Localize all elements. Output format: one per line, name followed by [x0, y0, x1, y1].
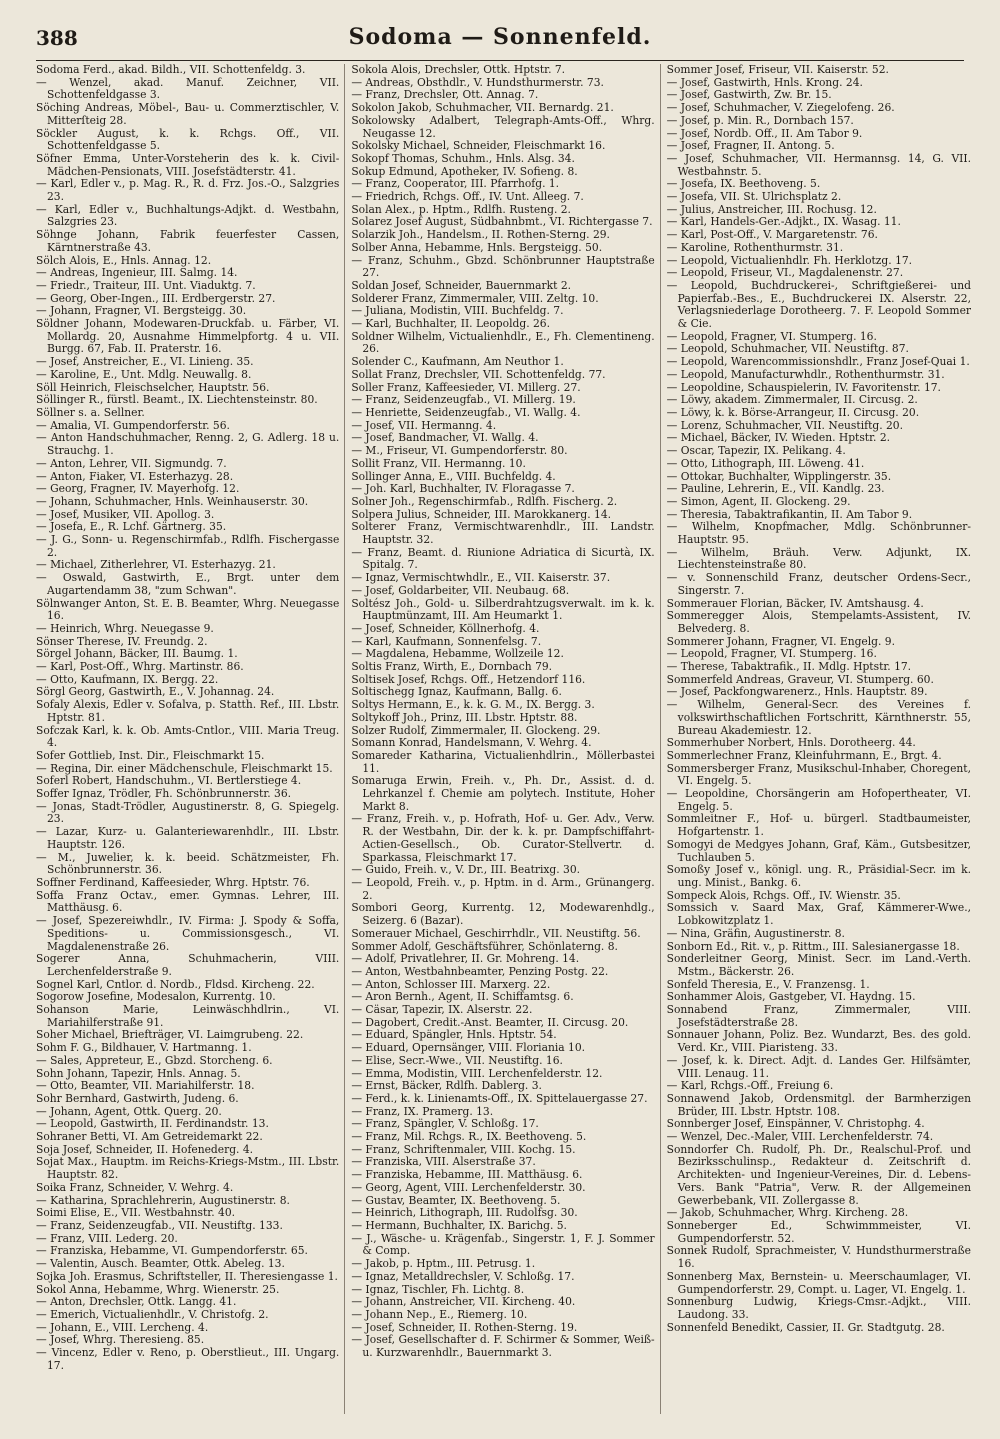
directory-entry: Sodoma Ferd., akad. Bildh., VII. Schottenfeldg. 3. [36, 64, 306, 76]
directory-entry: Sollinger Anna, E., VIII. Buchfeldg. 4. [351, 469, 556, 483]
directory-entry: Sommerauer Florian, Bäcker, IV. Amtshausg. 4. [666, 596, 924, 610]
directory-entry: — Henriette, Seidenzeugfab., VI. Wallg. 4. [351, 405, 581, 419]
directory-entry: — Leopold, Victualienhdlr. Fh. Herklotzg. 17. [666, 253, 913, 267]
directory-entry: — Nina, Gräfin, Augustinerstr. 8. [666, 926, 845, 940]
directory-entry: — Magdalena, Hebamme, Wollzeile 12. [351, 647, 564, 661]
directory-entry: — Franz, Drechsler, Ott. Annag. 7. [351, 88, 539, 102]
directory-entry: — Karl, Post-Off., Whrg. Martinstr. 86. [36, 660, 244, 674]
directory-entry: — Franz, Freih. v., p. Hofrath, Hof- u. Ger. Adv., Verw. R. der Westbahn, Dir. der k. k. pr. Dampfschiffahrt-Actien-Gesellsch., Ob. Curator-Stellvertr. d. Sparkassa, Fleischmarkt 17. [351, 812, 655, 864]
directory-entry: Sonnenburg Ludwig, Kriegs-Cmsr.-Adjkt., VIII. Laudong. 33. [666, 1295, 971, 1321]
directory-entry: Sonfeld Theresia, E., V. Franzensg. 1. [666, 977, 870, 991]
directory-entry: — Jakob, Schuhmacher, Whrg. Kircheng. 28. [666, 1206, 909, 1220]
directory-entry: Sofer Gottlieb, Inst. Dir., Fleischmarkt 15. [36, 748, 265, 762]
directory-entry: — Aron Bernh., Agent, II. Schiffamtsg. 6. [351, 990, 574, 1004]
directory-entry: — v. Sonnenschild Franz, deutscher Ordens-Secr., Singerstr. 7. [666, 571, 971, 597]
directory-entry: Sörgel Johann, Bäcker, III. Baumg. 1. [36, 647, 238, 661]
directory-entry: — Anton, Westbahnbeamter, Penzing Postg. 22. [351, 964, 609, 978]
directory-entry: — Josefa, IX. Beethoveng. 5. [666, 177, 821, 191]
directory-entry: Söllner s. a. Sellner. [36, 405, 145, 419]
directory-entry: — Lorenz, Schuhmacher, VII. Neustiftg. 20. [666, 418, 903, 432]
directory-entry: — Josef, Whrg. Theresieng. 85. [36, 1333, 205, 1347]
directory-entry: — Karl, Buchhalter, II. Leopoldg. 26. [351, 317, 550, 331]
page-header [36, 24, 964, 61]
directory-entry: Solender C., Kaufmann, Am Neuthor 1. [351, 355, 564, 369]
directory-entry: — Franz, VIII. Lederg. 20. [36, 1231, 178, 1245]
directory-entry: Sonborn Ed., Rit. v., p. Rittm., III. Salesianergasse 18. [666, 939, 960, 953]
directory-entry: — Josefa, VII. St. Ulrichsplatz 2. [666, 190, 842, 204]
directory-entry: — Therese, Tabaktrafik., II. Mdlg. Hptstr. 17. [666, 660, 912, 674]
directory-entry: — Friedrich, Rchgs. Off., IV. Unt. Alleeg. 7. [351, 190, 584, 204]
directory-entry: Somssich v. Saard Max, Graf, Kämmerer-Wwe., Lobkowitzplatz 1. [666, 901, 971, 928]
directory-entry: Söll Heinrich, Fleischselcher, Hauptstr. 56. [36, 380, 270, 394]
directory-entry: Soldan Josef, Schneider, Bauernmarkt 2. [351, 278, 572, 292]
directory-entry: Sommer Adolf, Geschäftsführer, Schönlaterng. 8. [351, 939, 618, 953]
directory-entry: Sonnberger Josef, Einspänner, V. Christophg. 4. [666, 1117, 925, 1131]
directory-entry: Soika Franz, Schneider, V. Wehrg. 4. [36, 1180, 234, 1194]
directory-entry: — Josef, Fragner, II. Antong. 5. [666, 139, 835, 153]
directory-entry: — Franz, Schuhm., Gbzd. Schönbrunner Hauptstraße 27. [351, 253, 655, 280]
directory-entry: Sokol Anna, Hebamme, Whrg. Wienerstr. 25. [36, 1282, 280, 1296]
directory-entry: — Jonas, Stadt-Trödler, Augustinerstr. 8, G. Spiegelg. 23. [36, 799, 340, 826]
directory-entry: — Valentin, Ausch. Beamter, Ottk. Abeleg. 13. [36, 1257, 285, 1271]
directory-entry: Sollat Franz, Drechsler, VII. Schottenfeldg. 77. [351, 367, 606, 381]
directory-entry: — Leopold, Gastwirth, II. Ferdinandstr. 13. [36, 1117, 269, 1131]
directory-entry: Soltisek Josef, Rchgs. Off., Hetzendorf 116. [351, 672, 586, 686]
directory-entry: — Andreas, Ingenieur, III. Salmg. 14. [36, 266, 238, 280]
directory-entry: — J., Wäsche- u. Krägenfab., Singerstr. 1, F. J. Sommer & Comp. [351, 1231, 655, 1258]
directory-entry: — Franz, Schriftenmaler, VIII. Kochg. 15. [351, 1142, 576, 1156]
directory-entry: — Josef, Gastwirth, Zw. Br. 15. [666, 88, 832, 102]
directory-entry: Sommeregger Alois, Stempelamts-Assistent, IV. Belvederg. 8. [666, 609, 971, 635]
directory-entry: — Anton, Drechsler, Ottk. Langg. 41. [36, 1295, 237, 1309]
directory-entry: — Lazar, Kurz- u. Galanteriewarenhdlr., III. Lbstr. Hauptstr. 126. [36, 825, 340, 851]
directory-entry: Sonhammer Alois, Gastgeber, VI. Haydng. 15. [666, 990, 916, 1004]
directory-entry: — Anton, Lehrer, VII. Sigmundg. 7. [36, 456, 227, 470]
directory-entry: — Katharina, Sprachlehrerin, Augustinerstr. 8. [36, 1193, 290, 1207]
directory-entry: Solzer Rudolf, Zimmermaler, II. Glockeng. 29. [351, 723, 601, 737]
directory-entry: Solner Joh., Regenschirmfab., Rdlfh. Fischerg. 2. [351, 494, 618, 508]
directory-entry: Somann Konrad, Handelsmann, V. Wehrg. 4. [351, 736, 592, 750]
directory-entry: — Pauline, Lehrerin, E., VII. Kandlg. 23. [666, 482, 885, 496]
directory-entry: Soltész Joh., Gold- u. Silberdrahtzugsverwalt. im k. k. Hauptmünzamt, III. Am Heumarkt 1. [351, 596, 655, 623]
directory-entry: — Franz, Mil. Rchgs. R., IX. Beethoveng. 5. [351, 1130, 587, 1144]
directory-entry: — Karl, Rchgs.-Off., Freiung 6. [666, 1079, 834, 1093]
directory-entry: — Josef, Nordb. Off., II. Am Tabor 9. [666, 126, 863, 140]
directory-entry: — Amalia, VI. Gumpendorferstr. 56. [36, 418, 230, 432]
directory-entry: — Josef, VII. Hermanng. 4. [351, 418, 497, 432]
directory-entry: — Wenzel, Dec.-Maler, VIII. Lerchenfelderstr. 74. [666, 1130, 934, 1144]
directory-entry: Sonnawend Jakob, Ordensmitgl. der Barmherzigen Brüder, III. Lbstr. Hptstr. 108. [666, 1091, 971, 1118]
directory-entry: Solpera Julius, Schneider, III. Marokkanerg. 14. [351, 507, 612, 521]
directory-entry: Somogyi de Medgyes Johann, Graf, Käm., Gutsbesitzer, Tuchlauben 5. [666, 837, 971, 864]
directory-entry: Sohr Bernhard, Gastwirth, Judeng. 6. [36, 1091, 239, 1105]
directory-entry: — Leopold, Manufacturwhdlr., Rothenthurmstr. 31. [666, 367, 945, 381]
directory-entry: Söching Andreas, Möbel-, Bau- u. Commerztischler, V. Mitterſteig 28. [36, 101, 340, 127]
directory-entry: Somareder Katharina, Victualienhdlrin., Möllerbastei 11. [351, 748, 655, 775]
directory-entry: — Josef, Schneider, Köllnerhofg. 4. [351, 621, 540, 635]
directory-entry: Söhnge Johann, Fabrik feuerfester Cassen, Kärntnerstraße 43. [36, 228, 340, 254]
directory-entry: — Johann, Fragner, VI. Bergsteigg. 30. [36, 304, 247, 318]
directory-entry: Somerauer Michael, Geschirrhdlr., VII. Neustiftg. 56. [351, 926, 641, 940]
directory-entry: — Wenzel, akad. Manuf. Zeichner, VII. Schottenfeldgasse 3. [36, 75, 340, 102]
directory-entry: Sölnwanger Anton, St. E. B. Beamter, Whrg. Neuegasse 16. [36, 596, 340, 623]
directory-entry: — Ottokar, Buchhalter, Wipplingerstr. 35. [666, 469, 892, 483]
directory-entry: — Johann, Anstreicher, VII. Kircheng. 40. [351, 1295, 576, 1309]
directory-entry: Sonnauer Johann, Poliz. Bez. Wundarzt, Bes. des gold. Verd. Kr., VIII. Piaristeng. 33. [666, 1028, 971, 1055]
directory-entry: — Karl, Edler v., Buchhaltungs-Adjkt. d. Westbahn, Salzgries 23. [36, 202, 340, 229]
directory-entry: Sommerlechner Franz, Kleinfuhrmann, E., Brgt. 4. [666, 748, 942, 762]
directory-entry: — Otto, Beamter, VII. Mariahilferstr. 18. [36, 1079, 255, 1093]
directory-entry: — Josef, Spezereiwhdlr., IV. Firma: J. Spody & Soffa, Speditions- u. Commissionsgesch., VI. Magdalenenstraße 26. [36, 914, 340, 953]
column-left [36, 64, 345, 1414]
directory-entry: Sonndorfer Ch. Rudolf, Ph. Dr., Realschul-Prof. und Bezirksschulinsp., Redakteur d. Zeitschrift d. Architekten- und Ingenieur-Vereines, Dir. d. Lebens-Vers. Bank "Patria", Verw. R. der Allgemeinen Gewerbebank, VII. Zollergasse 8. [666, 1142, 971, 1207]
directory-entry: Somoßy Josef v., königl. ung. R., Präsidial-Secr. im k. ung. Minist., Bankg. 6. [666, 863, 971, 889]
directory-entry: — Ferd., k. k. Linienamts-Off., IX. Spittelauergasse 27. [351, 1091, 648, 1105]
directory-entry: Sonderleitner Georg, Minist. Secr. im Land.-Verth. Mstm., Bäckerstr. 26. [666, 952, 971, 978]
directory-entry: Sonneberger Ed., Schwimmmeister, VI. Gumpendorferstr. 52. [666, 1218, 971, 1245]
directory-entry: — Josefa, E., R. Lchf. Gärtnerg. 35. [36, 520, 227, 534]
directory-entry: Sojka Joh. Erasmus, Schriftsteller, II. Theresiengasse 1. [36, 1269, 338, 1283]
directory-entry: — Eduard, Spängler, Hnls. Hptstr. 54. [351, 1028, 557, 1042]
directory-entry: — Franz, Seidenzeugfab., VI. Millerg. 19. [351, 393, 576, 407]
directory-entry: Sonnenfeld Benedikt, Cassier, II. Gr. Stadtgutg. 28. [666, 1320, 945, 1334]
directory-entry: — Anton, Fiaker, VI. Esterhazyg. 28. [36, 469, 234, 483]
directory-entry: — Michael, Zitherlehrer, VI. Esterhazyg. 21. [36, 558, 276, 572]
directory-entry: — Leopold, Friseur, VI., Magdalenenstr. 27. [666, 266, 904, 280]
directory-entry: Sogorow Josefine, Modesalon, Kurrentg. 10. [36, 990, 276, 1004]
directory-entry: Sojat Max., Hauptm. im Reichs-Kriegs-Mstm., III. Lbstr. Hauptstr. 82. [36, 1155, 340, 1182]
directory-entry: — Josef, Schuhmacher, VII. Hermannsg. 14, G. VII. Westbahnstr. 5. [666, 151, 971, 178]
directory-entry: Sommerer Johann, Fragner, VI. Engelg. 9. [666, 634, 895, 648]
directory-entry: — Ignaz, Vermischtwhdlr., E., VII. Kaiserstr. 37. [351, 571, 611, 585]
directory-entry: Soldner Wilhelm, Victualienhdlr., E., Fh. Clementineng. 26. [351, 329, 655, 356]
directory-entry: — Karl, Post-Off., V. Margaretenstr. 76. [666, 228, 878, 242]
directory-entry: Sofczak Karl, k. k. Ob. Amts-Cntlor., VIII. Maria Treug. 4. [36, 723, 340, 750]
directory-entry: Soher Michael, Briefträger, VI. Laimgrubeng. 22. [36, 1028, 304, 1042]
directory-entry: — Josef, Schneider, II. Rothen-Sterng. 19. [351, 1320, 578, 1334]
directory-entry: — Franz, Cooperator, III. Pfarrhofg. 1. [351, 177, 560, 191]
directory-entry: — Josef, Goldarbeiter, VII. Neubaug. 68. [351, 583, 570, 597]
directory-entry: — Cäsar, Tapezir, IX. Alserstr. 22. [351, 1003, 533, 1017]
column-middle [351, 64, 660, 1414]
directory-entry: — Leopold, Fragner, VI. Stumperg. 16. [666, 329, 877, 343]
directory-entry: — Guido, Freih. v., V. Dr., III. Beatrixg. 30. [351, 863, 581, 877]
directory-entry: Soller Franz, Kaffeesieder, VI. Millerg. 27. [351, 380, 581, 394]
directory-entry: — Julius, Anstreicher, III. Rochusg. 12. [666, 202, 877, 216]
directory-entry: — Elise, Secr.-Wwe., VII. Neustiftg. 16. [351, 1053, 563, 1067]
directory-entry: — Franziska, Hebamme, VI. Gumpendorferstr. 65. [36, 1244, 308, 1258]
directory-entry: — Josef, Gastwirth, Hnls. Krong. 24. [666, 75, 863, 89]
directory-entry: Soffa Franz Octav., emer. Gymnas. Lehrer, III. Matthäusg. 6. [36, 888, 340, 915]
directory-entry: Sommer Josef, Friseur, VII. Kaiserstr. 52. [666, 64, 889, 76]
directory-entry: — Leopold, Freih. v., p. Hptm. in d. Arm., Grünangerg. 2. [351, 876, 655, 902]
directory-entry: — Oswald, Gastwirth, E., Brgt. unter dem Augartendamm 38, "zum Schwan". [36, 571, 340, 597]
directory-entry: — Eduard, Opernsänger, VIII. Floriania 10. [351, 1041, 586, 1055]
directory-entry: — Simon, Agent, II. Glockeng. 29. [666, 494, 851, 508]
directory-entry: — Georg, Fragner, IV. Mayerhofg. 12. [36, 482, 240, 496]
directory-entry: — Jakob, p. Hptm., III. Petrusg. 1. [351, 1257, 536, 1271]
directory-entry: Sonnek Rudolf, Sprachmeister, V. Hundsthurmerstraße 16. [666, 1244, 971, 1271]
directory-entry: — M., Juwelier, k. k. beeid. Schätzmeister, Fh. Schönbrunnerstr. 36. [36, 850, 340, 877]
directory-entry: Sonnabend Franz, Zimmermaler, VIII. Josefstädterstraße 28. [666, 1003, 971, 1029]
directory-entry: — Juliana, Modistin, VIII. Buchfeldg. 7. [351, 304, 564, 318]
directory-entry: — Dagobert, Credit.-Anst. Beamter, II. Circusg. 20. [351, 1015, 629, 1029]
directory-entry: Soffer Ignaz, Trödler, Fh. Schönbrunnerstr. 36. [36, 787, 292, 801]
directory-entry: — Leopoldine, Schauspielerin, IV. Favoritenstr. 17. [666, 380, 941, 394]
directory-entry: Soffner Ferdinand, Kaffeesieder, Whrg. Hptstr. 76. [36, 876, 310, 889]
directory-entry: — Franz, Spängler, V. Schloßg. 17. [351, 1117, 539, 1131]
directory-entry: — Otto, Lithograph, III. Löweng. 41. [666, 456, 865, 470]
directory-entry: Sognel Karl, Cntlor. d. Nordb., Fldsd. Kircheng. 22. [36, 977, 315, 991]
directory-entry: Solterer Franz, Vermischtwarenhdlr., III. Landstr. Hauptstr. 32. [351, 520, 655, 547]
directory-entry: — Wilhelm, General-Secr. des Vereines f. volkswirthschaftlichen Fortschritt, Kärnthnerstr. 55, Bureau Akademiestr. 12. [666, 698, 971, 737]
directory-entry: Soja Josef, Schneider, II. Hofenederg. 4. [36, 1142, 254, 1156]
directory-entry: — Josef, Schuhmacher, V. Ziegelofeng. 26. [666, 101, 895, 115]
directory-entry: — Michael, Bäcker, IV. Wieden. Hptstr. 2. [666, 431, 891, 445]
directory-entry: Sompeck Alois, Rchgs. Off., IV. Wienstr. 35. [666, 888, 901, 902]
running-title: Sodoma — Sonnenfeld. [348, 24, 652, 50]
directory-entry: Söllinger R., fürstl. Beamt., IX. Liechtensteinstr. 80. [36, 393, 318, 407]
directory-entry: — Karoline, Rothenthurmstr. 31. [666, 240, 844, 254]
directory-entry: Sokopf Thomas, Schuhm., Hnls. Alsg. 34. [351, 151, 575, 165]
directory-entry: Solan Alex., p. Hptm., Rdlfh. Rusteng. 2. [351, 202, 571, 216]
directory-entry: Soltys Hermann, E., k. k. G. M., IX. Bergg. 3. [351, 698, 595, 712]
directory-entry: — Otto, Kaufmann, IX. Bergg. 22. [36, 672, 219, 686]
directory-entry: — Georg, Agent, VIII. Lerchenfelderstr. 30. [351, 1180, 586, 1194]
directory-entry: — Joh. Karl, Buchhalter, IV. Floragasse 7. [351, 482, 575, 496]
directory-entry: Solarez Josef August, Südbahnbmt., VI. Richtergasse 7. [351, 215, 653, 229]
directory-entry: — Anton, Schlosser III. Marxerg. 22. [351, 977, 551, 991]
directory-entry: — Karl, Edler v., p. Mag. R., R. d. Frz. Jos.-O., Salzgries 23. [36, 177, 340, 204]
directory-entry: — Josef, Packfongwarenerz., Hnls. Hauptstr. 89. [666, 685, 928, 699]
directory-entry: — Johann, Schuhmacher, Hnls. Weinhauserstr. 30. [36, 494, 309, 508]
directory-entry: — Leopoldine, Chorsängerin am Hofopertheater, VI. Engelg. 5. [666, 787, 971, 813]
directory-entry: Sokolon Jakob, Schuhmacher, VII. Bernardg. 21. [351, 101, 614, 115]
directory-entry: — Johann Nep., E., Riemerg. 10. [351, 1307, 528, 1321]
directory-entry: — Andreas, Obsthdlr., V. Hundsthurmerstr. 73. [351, 75, 604, 89]
directory-entry: Sofaly Alexis, Edler v. Sofalva, p. Statth. Ref., III. Lbstr. Hptstr. 81. [36, 698, 340, 724]
directory-entry: — Karoline, E., Unt. Mdlg. Neuwallg. 8. [36, 367, 252, 381]
directory-entry: Söckler August, k. k. Rchgs. Off., VII. Schottenfeldgasse 5. [36, 126, 340, 153]
directory-entry: Solarzik Joh., Handelsm., II. Rothen-Sterng. 29. [351, 228, 610, 242]
directory-entry: Soimi Elise, E., VII. Westbahnstr. 40. [36, 1206, 236, 1220]
directory-entry: — Emerich, Victualienhdlr., V. Christofg. 2. [36, 1307, 269, 1321]
directory-entry: — Ernst, Bäcker, Rdlfh. Dablerg. 3. [351, 1079, 542, 1093]
directory-entry: — Josef, Musiker, VII. Apollog. 3. [36, 507, 215, 521]
directory-entry: — Friedr., Traiteur, III. Unt. Viaduktg. 7. [36, 278, 256, 292]
directory-entry: — Josef, k. k. Direct. Adjt. d. Landes Ger. Hilfsämter, VIII. Lenaug. 11. [666, 1053, 971, 1080]
directory-columns [36, 64, 976, 1414]
directory-entry: — Josef, Bandmacher, VI. Wallg. 4. [351, 431, 539, 445]
directory-entry: — Oscar, Tapezir, IX. Pelikang. 4. [666, 444, 846, 458]
directory-entry: Sogerer Anna, Schuhmacherin, VIII. Lerchenfelderstraße 9. [36, 952, 340, 978]
directory-entry: Soltykoff Joh., Prinz, III. Lbstr. Hptstr. 88. [351, 710, 578, 724]
directory-entry: — Franz, Seidenzeugfab., VII. Neustiftg. 133. [36, 1218, 283, 1232]
directory-entry: Solber Anna, Hebamme, Hnls. Bergsteigg. 50. [351, 240, 603, 254]
directory-entry: — Adolf, Privatlehrer, II. Gr. Mohreng. 14. [351, 952, 580, 966]
directory-entry: Soferl Robert, Handschuhm., VI. Bertlerstiege 4. [36, 774, 302, 788]
directory-entry: Söfner Emma, Unter-Vorsteherin des k. k. Civil-Mädchen-Pensionats, VIII. Josefstädterstr. 41. [36, 151, 340, 178]
directory-entry: Sollit Franz, VII. Hermanng. 10. [351, 456, 526, 470]
directory-entry: — Heinrich, Lithograph, III. Rudolfsg. 30. [351, 1206, 578, 1220]
directory-entry: Sörgl Georg, Gastwirth, E., V. Johannag. 24. [36, 685, 275, 699]
directory-entry: — Franz, Beamt. d. Riunione Adriatica di Sicurtà, IX. Spitalg. 7. [351, 545, 655, 572]
directory-entry: — Vincenz, Edler v. Reno, p. Oberstlieut., III. Ungarg. 17. [36, 1346, 340, 1372]
directory-entry: — Georg, Ober-Ingen., III. Erdbergerstr. 27. [36, 291, 276, 305]
directory-entry: — Leopold, Buchdruckerei-, Schriftgießerei- und Papierfab.-Bes., E., Buchdruckerei IX. Alserstr. 22, Verlagsniederlage Dorotheerg. 7. F. Leopold Sommer & Cie. [666, 278, 971, 331]
directory-entry: — Franziska, Hebamme, III. Matthäusg. 6. [351, 1168, 583, 1182]
directory-entry: — M., Friseur, VI. Gumpendorferstr. 80. [351, 444, 568, 458]
column-right [667, 64, 976, 1414]
page-number: 388 [36, 26, 78, 50]
directory-entry: — Sales, Appreteur, E., Gbzd. Storcheng. 6. [36, 1053, 273, 1067]
directory-entry: — Anton Handschuhmacher, Renng. 2, G. Adlerg. 18 u. Strauchg. 1. [36, 431, 340, 458]
directory-entry: — Karl, Kaufmann, Sonnenfelsg. 7. [351, 634, 542, 648]
directory-entry: Soltischegg Ignaz, Kaufmann, Ballg. 6. [351, 685, 562, 699]
directory-entry: — Johann, E., VIII. Lercheng. 4. [36, 1320, 209, 1334]
directory-entry: Sohn Johann, Tapezir, Hnls. Annag. 5. [36, 1066, 241, 1080]
directory-entry: Sombori Georg, Kurrentg. 12, Modewarenhdlg., Seizerg. 6 (Bazar). [351, 901, 655, 928]
directory-entry: Sommersberger Franz, Musikschul-Inhaber, Choregent, VI. Engelg. 5. [666, 761, 971, 788]
directory-entry: — Theresia, Tabaktrafikantin, II. Am Tabor 9. [666, 507, 913, 521]
directory-entry: Sonnenberg Max, Bernstein- u. Meerschaumlager, VI. Gumpendorferstr. 29, Compt. u. Lager, VI. Engelg. 1. [666, 1269, 971, 1296]
directory-entry: — Löwy, akadem. Zimmermaler, II. Circusg. 2. [666, 393, 918, 407]
directory-entry: Somaruga Erwin, Freih. v., Ph. Dr., Assist. d. d. Lehrkanzel f. Chemie am polytech. Institute, Hoher Markt 8. [351, 774, 655, 813]
directory-entry: Solderer Franz, Zimmermaler, VIII. Zeltg. 10. [351, 291, 599, 305]
directory-entry: — Leopold, Warencommissionshdlr., Franz Josef-Quai 1. [666, 355, 970, 369]
directory-entry: — Leopold, Schuhmacher, VII. Neustiftg. 87. [666, 342, 909, 356]
directory-entry: — Hermann, Buchhalter, IX. Barichg. 5. [351, 1218, 567, 1232]
directory-entry: Sohraner Betti, VI. Am Getreidemarkt 22. [36, 1130, 263, 1144]
directory-entry: — Gustav, Beamter, IX. Beethoveng. 5. [351, 1193, 561, 1207]
directory-entry: — Johann, Agent, Ottk. Querg. 20. [36, 1104, 222, 1118]
directory-entry: — Wilhelm, Knopfmacher, Mdlg. Schönbrunner-Hauptstr. 95. [666, 520, 971, 547]
directory-entry: Sohm F. G., Bildhauer, V. Hartmanng. 1. [36, 1041, 252, 1055]
directory-entry: Sölch Alois, E., Hnls. Annag. 12. [36, 253, 212, 267]
directory-entry: — J. G., Sonn- u. Regenschirmfab., Rdlfh. Fischergasse 2. [36, 533, 340, 559]
directory-entry: — Emma, Modistin, VIII. Lerchenfelderstr. 12. [351, 1066, 603, 1080]
directory-entry: Sokolsky Michael, Schneider, Fleischmarkt 16. [351, 139, 606, 153]
directory-entry: — Regina, Dir. einer Mädchenschule, Fleischmarkt 15. [36, 761, 333, 775]
directory-entry: — Karl, Handels-Ger.-Adjkt., IX. Wasag. 11. [666, 215, 901, 229]
directory-entry: Sommleitner F., Hof- u. bürgerl. Stadtbaumeister, Hofgartenstr. 1. [666, 812, 971, 839]
directory-entry: Soltis Franz, Wirth, E., Dornbach 79. [351, 660, 553, 674]
directory-entry: — Josef, Gesellschafter d. F. Schirmer & Sommer, Weiß- u. Kurzwarenhdlr., Bauernmarkt 3. [351, 1333, 655, 1360]
directory-entry: — Leopold, Fragner, VI. Stumperg. 16. [666, 647, 877, 661]
directory-entry: Söldner Johann, Modewaren-Druckfab. u. Färber, VI. Mollardg. 20, Ausnahme Himmelpfortg. 4 u. VII. Burgg. 67, Fab. II. Praterstr. 16. [36, 317, 340, 356]
directory-entry: Sohanson Marie, Leinwäschhdlrin., VI. Mariahilferstraße 91. [36, 1003, 340, 1029]
directory-entry: — Wilhelm, Bräuh. Verw. Adjunkt, IX. Liechtensteinstraße 80. [666, 545, 971, 572]
directory-entry: — Josef, p. Min. R., Dornbach 157. [666, 113, 854, 127]
directory-entry: Sommerhuber Norbert, Hnls. Dorotheerg. 44. [666, 736, 916, 750]
directory-entry: Sommerfeld Andreas, Graveur, VI. Stumperg. 60. [666, 672, 934, 686]
directory-entry: — Ignaz, Tischler, Fh. Lichtg. 8. [351, 1282, 525, 1296]
directory-entry: — Franziska, VIII. Alserstraße 37. [351, 1155, 536, 1169]
directory-entry: — Löwy, k. k. Börse-Arrangeur, II. Circusg. 20. [666, 405, 920, 419]
directory-entry: — Ignaz, Metalldrechsler, V. Schloßg. 17. [351, 1269, 575, 1283]
directory-entry: Sokolowsky Adalbert, Telegraph-Amts-Off., Whrg. Neugasse 12. [351, 113, 655, 140]
directory-entry: — Heinrich, Whrg. Neuegasse 9. [36, 621, 214, 635]
directory-entry: Sokola Alois, Drechsler, Ottk. Hptstr. 7. [351, 64, 566, 76]
directory-entry: Sokup Edmund, Apotheker, IV. Sofieng. 8. [351, 164, 578, 178]
directory-entry: Sönser Therese, IV. Freundg. 2. [36, 634, 208, 648]
directory-entry: — Josef, Anstreicher, E., VI. Linieng. 35. [36, 355, 254, 369]
directory-entry: — Franz, IX. Pramerg. 13. [351, 1104, 494, 1118]
